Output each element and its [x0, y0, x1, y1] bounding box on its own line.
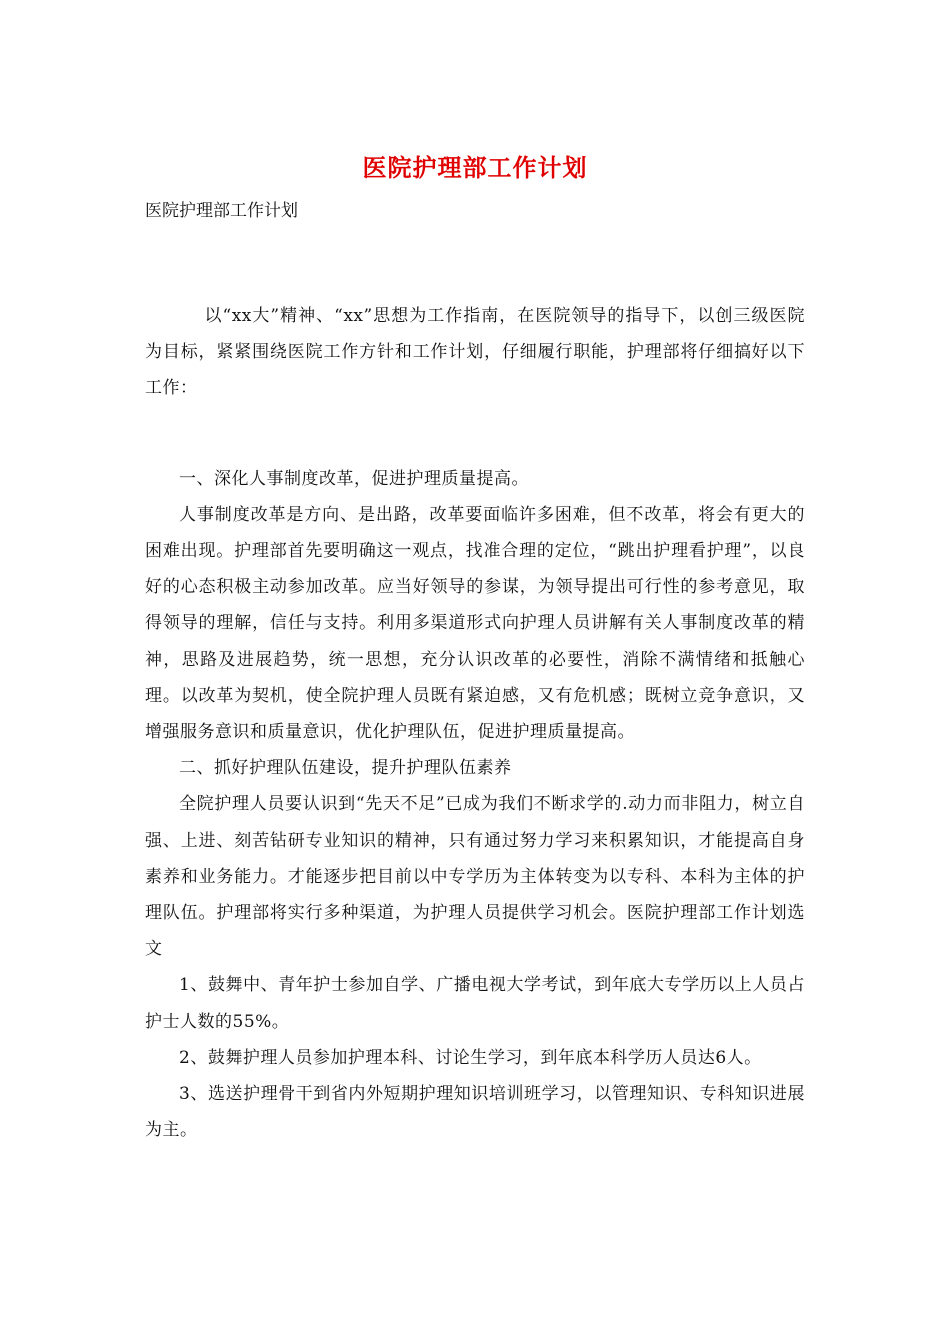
intro-paragraph: 以“xx大”精神、“xx”思想为工作指南，在医院领导的指导下，以创三级医院为目标，紧紧围绕医院工作方针和工作计划，仔细履行职能，护理部将仔细搞好以下工作：	[145, 306, 805, 399]
list-item-2: 2、鼓舞护理人员参加护理本科、讨论生学习，到年底本科学历人员达6人。	[179, 1047, 762, 1068]
list-item-1: 1、鼓舞中、青年护士参加自学、广播电视大学考试，到年底大专学历以上人员占护士人数的55%。	[145, 975, 805, 1032]
paragraph-gap	[145, 407, 805, 461]
section-heading-1: 一、深化人事制度改革，促进护理质量提高。	[179, 468, 529, 489]
document-subtitle: 医院护理部工作计划	[145, 201, 298, 221]
section-body-2: 全院护理人员要认识到“先天不足”已成为我们不断求学的.动力而非阻力，树立自强、上进、刻苦钻研专业知识的精神，只有通过努力学习来积累知识，才能提高自身素养和业务能力。才能逐步把目前以中专学历为主体转变为以专科、本科为主体的护理队伍。护理部将实行多种渠道，为护理人员提供学习机会。医院护理部工作计划选文	[145, 794, 805, 960]
list-item-3: 3、选送护理骨干到省内外短期护理知识培训班学习，以管理知识、专科知识进展为主。	[145, 1084, 805, 1141]
section-body-1: 人事制度改革是方向、是出路，改革要面临许多困难，但不改革，将会有更大的困难出现。护理部首先要明确这一观点，找准合理的定位，“跳出护理看护理”，以良好的心态积极主动参加改革。应当好领导的参谋，为领导提出可行性的参考意见，取得领导的理解，信任与支持。利用多渠道形式向护理人员讲解有关人事制度改革的精神，思路及进展趋势，统一思想，充分认识改革的必要性，消除不满情绪和抵触心理。以改革为契机，使全院护理人员既有紧迫感，又有危机感；既树立竞争意识，又增强服务意识和质量意识，优化护理队伍，促进护理质量提高。	[145, 504, 805, 743]
document-body	[145, 298, 805, 1148]
section-heading-2: 二、抓好护理队伍建设，提升护理队伍素养	[179, 758, 512, 779]
document-title: 医院护理部工作计划	[362, 153, 588, 182]
